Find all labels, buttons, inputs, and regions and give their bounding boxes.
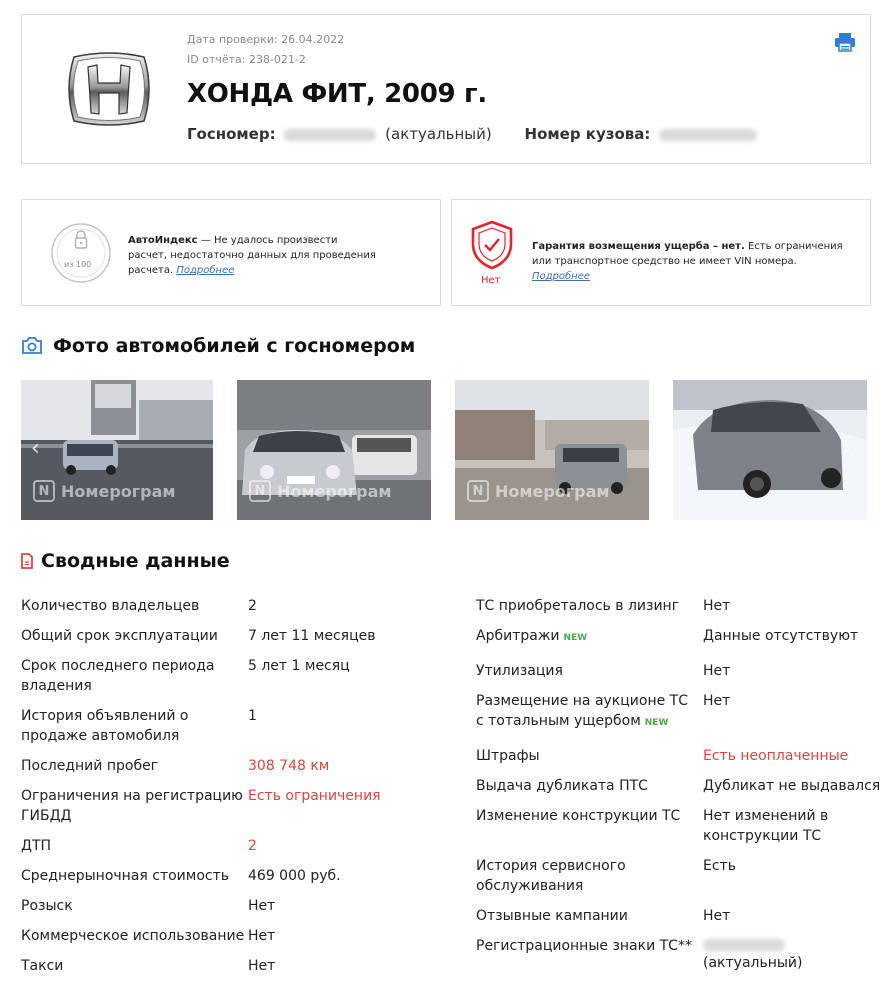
body-number-label: Номер кузова: <box>524 125 651 143</box>
summary-row: Изменение конструкции ТС Нет изменений в конструкции ТС <box>476 808 829 844</box>
report-id: ID отчёта: 238-021-2 <box>187 53 306 66</box>
summary-section-title <box>21 550 230 572</box>
summary-row: ТС приобреталось в лизинг Нет <box>476 598 731 614</box>
summary-row: Количество владельцев 2 <box>21 598 257 614</box>
guarantee-card <box>451 199 871 306</box>
watermark: N Номерограм <box>467 480 609 502</box>
new-badge: NEW <box>644 718 669 728</box>
printer-icon[interactable] <box>834 31 856 53</box>
plate-row <box>187 125 761 143</box>
summary-row: Срок последнего периода владения 5 лет 1 месяц <box>21 658 350 694</box>
document-icon <box>21 553 33 569</box>
summary-row: Штрафы Есть неоплаченные <box>476 748 849 764</box>
camera-icon <box>21 337 43 355</box>
plate-number-blurred <box>284 129 376 141</box>
check-date: Дата проверки: 26.04.2022 <box>187 33 345 46</box>
autoindex-more-link[interactable]: Подробнее <box>176 265 235 276</box>
summary-row: Выдача дубликата ПТС Дубликат не выдавался <box>476 778 881 794</box>
autoindex-title: АвтоИндекс <box>128 235 198 246</box>
summary-row: Такси Нет <box>21 958 276 974</box>
summary-row: История объявлений о продаже автомобиля 1 <box>21 708 257 744</box>
summary-row: Утилизация Нет <box>476 663 731 679</box>
vehicle-header-card <box>21 14 871 164</box>
plate-label: Госномер: <box>187 125 276 143</box>
summary-row: Розыск Нет <box>21 898 276 914</box>
summary-row: Среднерыночная стоимость 469 000 руб. <box>21 868 341 884</box>
car-photo-1[interactable] <box>21 380 213 520</box>
lock-gauge-icon <box>50 222 112 284</box>
new-badge: NEW <box>563 633 588 643</box>
summary-row: Ограничения на регистрацию ГИБДД Есть ограничения <box>21 788 381 824</box>
watermark: N Номерограм <box>33 480 175 502</box>
plate-status: (актуальный) <box>385 125 492 143</box>
guarantee-title: Гарантия возмещения ущерба – нет. <box>532 241 745 252</box>
summary-row: История сервисного обслуживания Есть <box>476 858 736 894</box>
summary-row: Коммерческое использование Нет <box>21 928 276 944</box>
summary-row: ДТП 2 <box>21 838 257 854</box>
car-photo-4[interactable] <box>673 380 867 520</box>
photo-prev-arrow-icon[interactable]: ‹ <box>31 436 40 461</box>
honda-logo <box>64 51 154 127</box>
summary-row: Арбитражи NEW Данные отсутствуют <box>476 628 859 644</box>
guarantee-text <box>532 239 854 284</box>
photos-title: Фото автомобилей с госномером <box>53 335 416 357</box>
summary-row: Отзывные кампании Нет <box>476 908 731 924</box>
reg-plate-blurred <box>703 939 785 951</box>
watermark: N Номерограм <box>249 480 391 502</box>
guarantee-more-link[interactable]: Подробнее <box>532 271 591 282</box>
photos-section-title <box>21 335 415 357</box>
gauge-label: из 100 <box>64 260 92 269</box>
summary-left-column <box>21 596 441 986</box>
vehicle-title: ХОНДА ФИТ, 2009 г. <box>187 79 487 109</box>
summary-row: Последний пробег 308 748 км <box>21 758 330 774</box>
photo-next-arrow-icon[interactable]: › <box>843 436 852 461</box>
summary-row: Регистрационные знаки ТС** (актуальный) <box>476 938 803 971</box>
autoindex-card <box>21 199 441 306</box>
guarantee-status: Нет <box>481 275 501 286</box>
car-photo-3[interactable] <box>455 380 649 520</box>
summary-row: Размещение на аукционе ТС с тотальным ущербом NEW Нет <box>476 693 731 729</box>
guarantee-description: Есть ограничения или транспортное средство не имеет VIN номера. <box>532 241 843 267</box>
autoindex-text <box>128 233 378 278</box>
body-number-blurred <box>659 129 757 141</box>
car-photo-2[interactable] <box>237 380 431 520</box>
summary-title: Сводные данные <box>41 550 230 572</box>
autoindex-description: — Не удалось произвести расчет, недостаточно данных для проведения расчета. <box>128 235 376 276</box>
summary-right-column <box>476 596 881 976</box>
summary-row: Общий срок эксплуатации 7 лет 11 месяцев <box>21 628 376 644</box>
shield-check-icon <box>470 220 514 270</box>
